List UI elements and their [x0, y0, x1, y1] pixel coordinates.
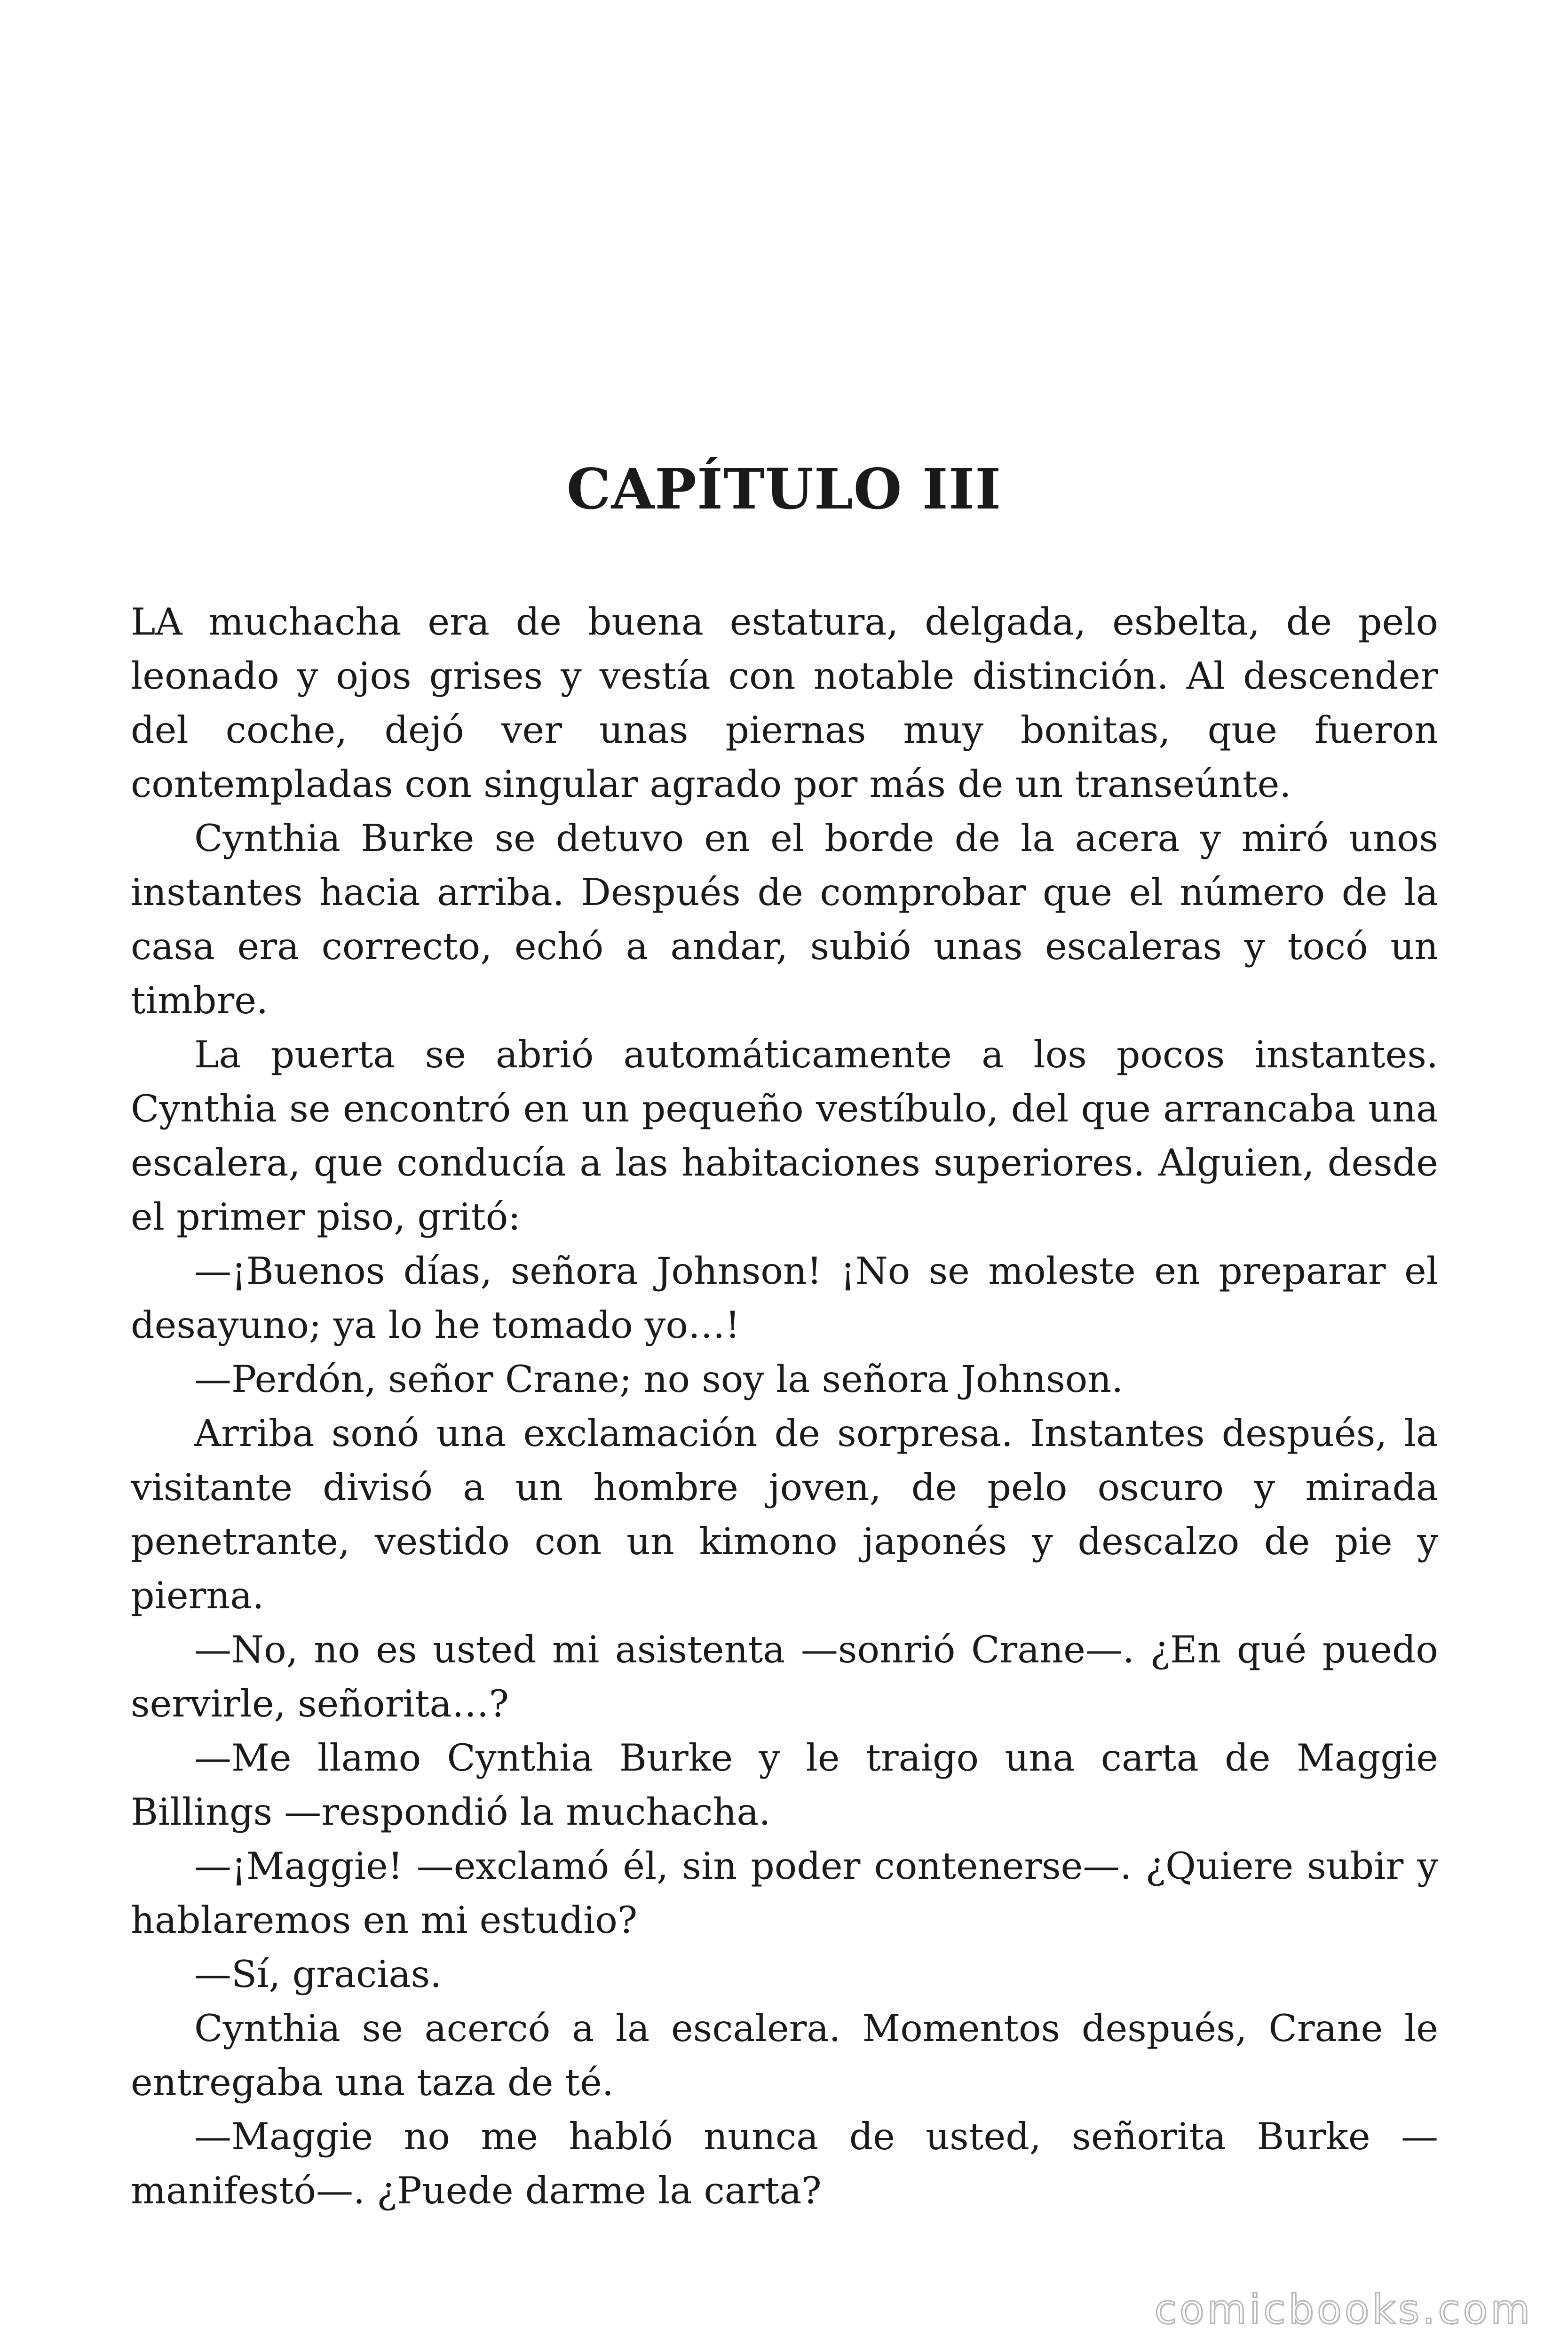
chapter-body — [131, 595, 1438, 2218]
dialogue-line: —Perdón, señor Crane; no soy la señora Johnson. — [194, 1358, 1124, 1401]
dialogue-line: —Sí, gracias. — [194, 1953, 442, 1996]
chapter-title: CAPÍTULO III — [566, 456, 1002, 522]
dialogue-line: —¡Maggie! —exclamó él, sin poder contenerse—. ¿Quiere subir y hablaremos en mi estudio? — [131, 1844, 1438, 1942]
dialogue-line: —Me llamo Cynthia Burke y le traigo una carta de Maggie Billings —respondió la muchacha. — [131, 1736, 1438, 1834]
paragraph: La puerta se abrió automáticamente a los pocos instantes. Cynthia se encontró en un pequeño vestíbulo, del que arrancaba una escalera, que conducía a las habitaciones superiores. Alguien, desde el primer piso, gritó: — [131, 1033, 1438, 1239]
paragraph: Cynthia se acercó a la escalera. Momentos después, Crane le entregaba una taza de té. — [131, 2007, 1438, 2104]
watermark-text: comicbooks.com — [1154, 2286, 1533, 2333]
paragraph: Cynthia Burke se detuvo en el borde de la acera y miró unos instantes hacia arriba. Después de comprobar que el número de la casa era correcto, echó a andar, subió unas escaleras y tocó un timbre. — [131, 817, 1438, 1022]
dialogue-line: —Maggie no me habló nunca de usted, señorita Burke —manifestó—. ¿Puede darme la carta? — [131, 2115, 1438, 2212]
dialogue-line: —¡Buenos días, señora Johnson! ¡No se moleste en preparar el desayuno; ya lo he tomado yo…! — [131, 1249, 1438, 1347]
dialogue-line: —No, no es usted mi asistenta —sonrió Crane—. ¿En qué puedo servirle, señorita…? — [131, 1628, 1438, 1725]
paragraph: Arriba sonó una exclamación de sorpresa. Instantes después, la visitante divisó a un hombre joven, de pelo oscuro y mirada penetrante, vestido con un kimono japonés y descalzo de pie y pierna. — [131, 1412, 1438, 1617]
paragraph: LA muchacha era de buena estatura, delgada, esbelta, de pelo leonado y ojos grises y vestía con notable distinción. Al descender del coche, dejó ver unas piernas muy bonitas, que fueron contempladas con singular agrado por más de un transeúnte. — [131, 600, 1438, 806]
